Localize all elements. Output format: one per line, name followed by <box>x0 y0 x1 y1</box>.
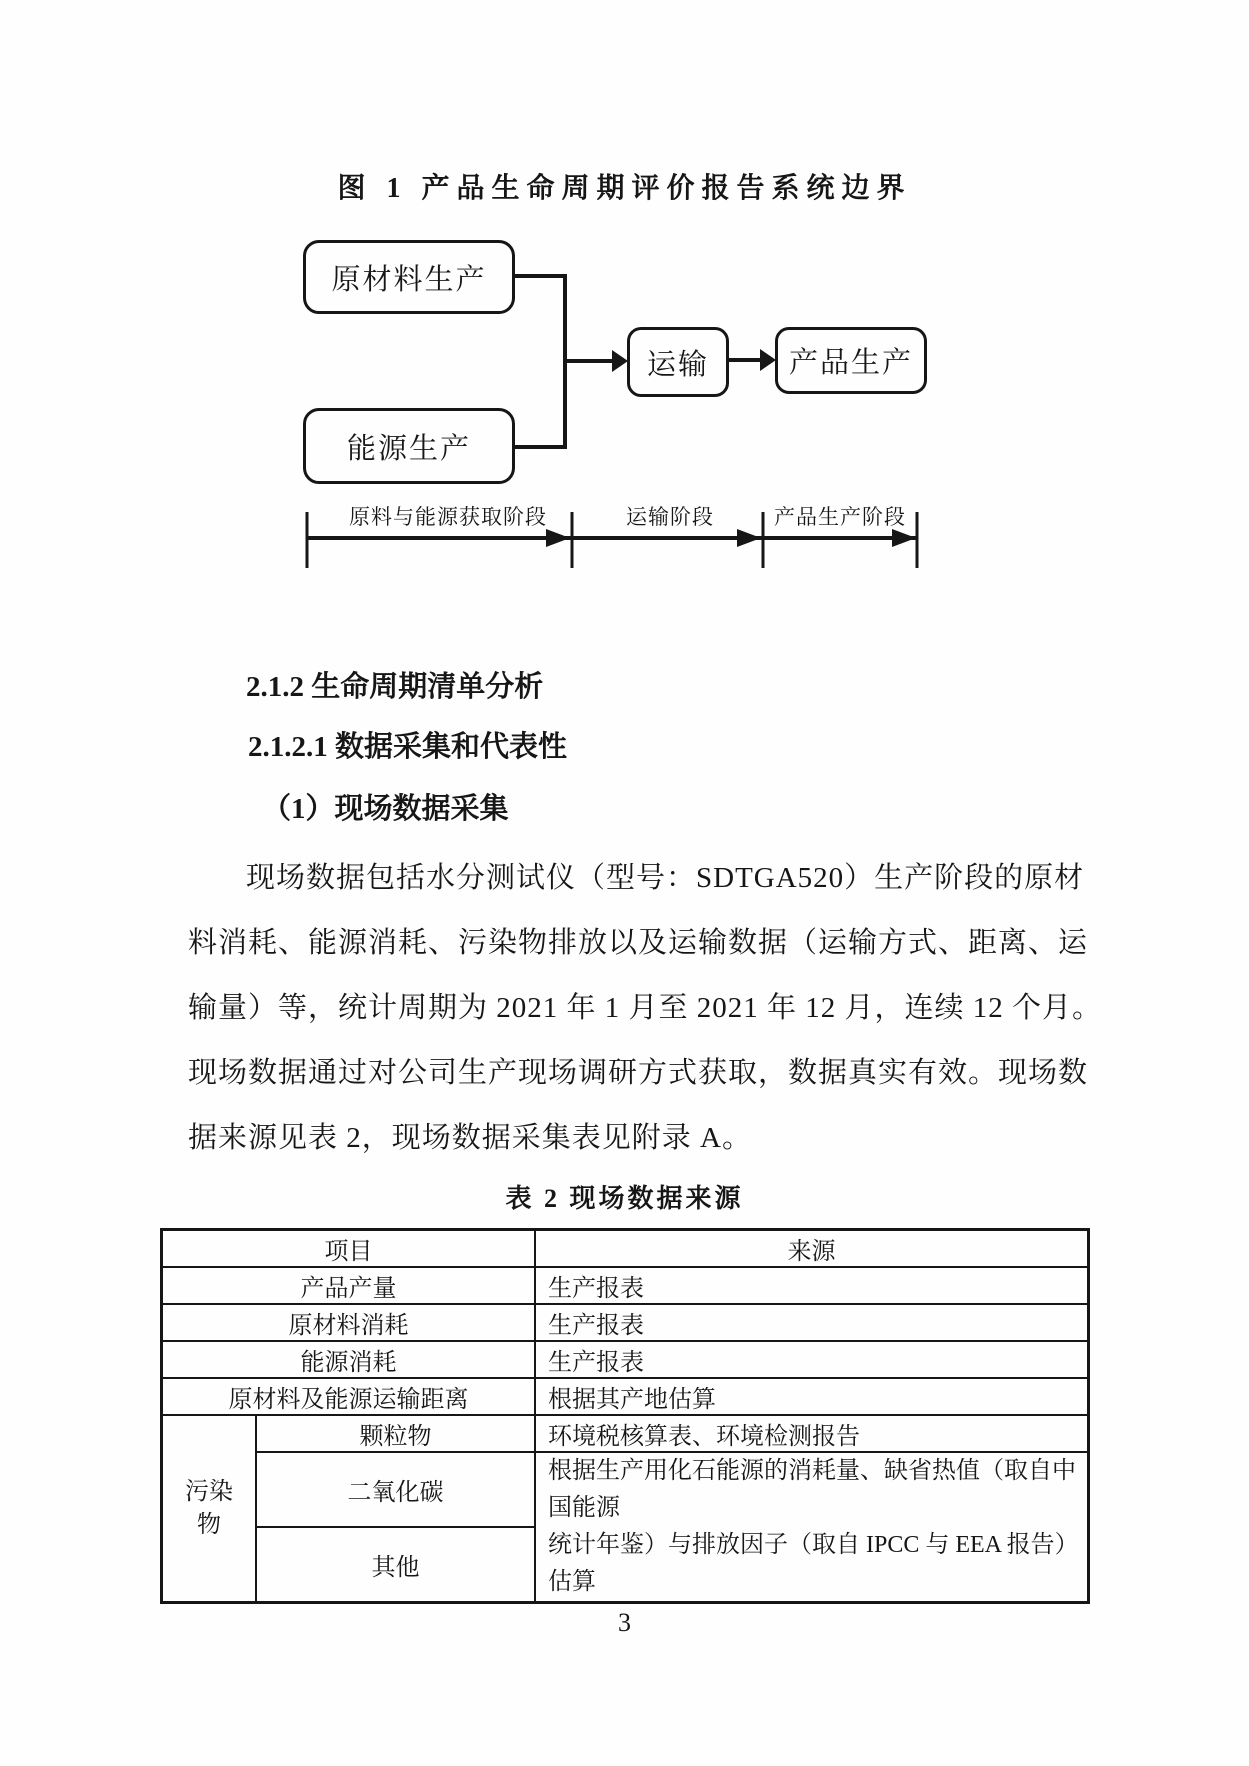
heading-2-1-2: 2.1.2 生命周期清单分析 <box>246 671 544 703</box>
cell-source: 生产报表 <box>535 1304 1089 1341</box>
table-row-pollutant-particulate <box>162 1415 1089 1452</box>
table-row <box>162 1341 1089 1378</box>
heading-2-1-2-1: 2.1.2.1 数据采集和代表性 <box>248 731 568 763</box>
timeline-arrowhead-2 <box>737 529 761 547</box>
table-2-caption: 表 2 现场数据来源 <box>505 1184 744 1213</box>
box-energy-label: 能源生产 <box>346 432 471 465</box>
arrowhead-to-product <box>760 349 776 371</box>
stage-label-acquisition: 原料与能源获取阶段 <box>349 505 547 529</box>
paragraph-line: 据来源见表 2，现场数据采集表见附录 A。 <box>188 1122 752 1154</box>
paragraph-line: 现场数据包括水分测试仪（型号：SDTGA520）生产阶段的原材 <box>246 862 1085 894</box>
box-transport <box>627 327 729 397</box>
table-row <box>162 1378 1089 1415</box>
paragraph-line: 现场数据通过对公司生产现场调研方式获取，数据真实有效。现场数 <box>188 1057 1089 1089</box>
merged-source-line-2: 统计年鉴）与排放因子（取自 IPCC 与 EEA 报告）估算 <box>548 1532 1079 1595</box>
box-raw-material-label: 原材料生产 <box>331 263 487 296</box>
cell-source-merged <box>535 1452 1089 1603</box>
cell-item: 产品产量 <box>162 1267 536 1304</box>
figure-1-title: 图 1 产品生命周期评价报告系统边界 <box>337 173 912 204</box>
cell-pollutant-group <box>162 1415 257 1603</box>
page-number: 3 <box>618 1608 631 1637</box>
header-cell-item: 项目 <box>162 1230 536 1268</box>
pollutant-group-label: 污染物 <box>185 1479 233 1538</box>
timeline-arrowhead-3 <box>892 529 916 547</box>
paragraph-line: 输量）等，统计周期为 2021 年 1 月至 2021 年 12 月，连续 12 个月。 <box>188 992 1103 1024</box>
system-boundary-diagram <box>250 230 950 580</box>
cell-item: 颗粒物 <box>256 1415 535 1452</box>
paragraph <box>188 846 1103 1171</box>
box-product-label: 产品生产 <box>788 347 913 379</box>
stage-label-production: 产品生产阶段 <box>774 505 906 529</box>
header-cell-source: 来源 <box>535 1230 1089 1268</box>
cell-source: 环境税核算表、环境检测报告 <box>535 1415 1089 1452</box>
arrowhead-to-transport <box>612 350 628 372</box>
cell-item: 原材料消耗 <box>162 1304 536 1341</box>
cell-item: 原材料及能源运输距离 <box>162 1378 536 1415</box>
heading-item-1: （1）现场数据采集 <box>262 793 509 825</box>
cell-source: 根据其产地估算 <box>535 1378 1089 1415</box>
table-row <box>162 1304 1089 1341</box>
cell-item: 二氧化碳 <box>256 1452 535 1527</box>
cell-item: 能源消耗 <box>162 1341 536 1378</box>
box-product-production <box>775 327 927 394</box>
table-row <box>162 1267 1089 1304</box>
table-header-row <box>162 1230 1089 1268</box>
data-source-table <box>160 1228 1090 1604</box>
cell-source: 生产报表 <box>535 1267 1089 1304</box>
paragraph-line: 料消耗、能源消耗、污染物排放以及运输数据（运输方式、距离、运 <box>188 927 1089 959</box>
box-energy-production <box>303 408 515 484</box>
box-raw-material-production <box>303 240 515 314</box>
merged-source-line-1: 根据生产用化石能源的消耗量、缺省热值（取自中国能源 <box>548 1458 1076 1521</box>
cell-source: 生产报表 <box>535 1341 1089 1378</box>
table-row-pollutant-co2 <box>162 1452 1089 1527</box>
stage-label-transport: 运输阶段 <box>626 505 714 529</box>
cell-item: 其他 <box>256 1527 535 1602</box>
box-transport-label: 运输 <box>646 348 709 381</box>
timeline-arrowhead-1 <box>546 529 570 547</box>
